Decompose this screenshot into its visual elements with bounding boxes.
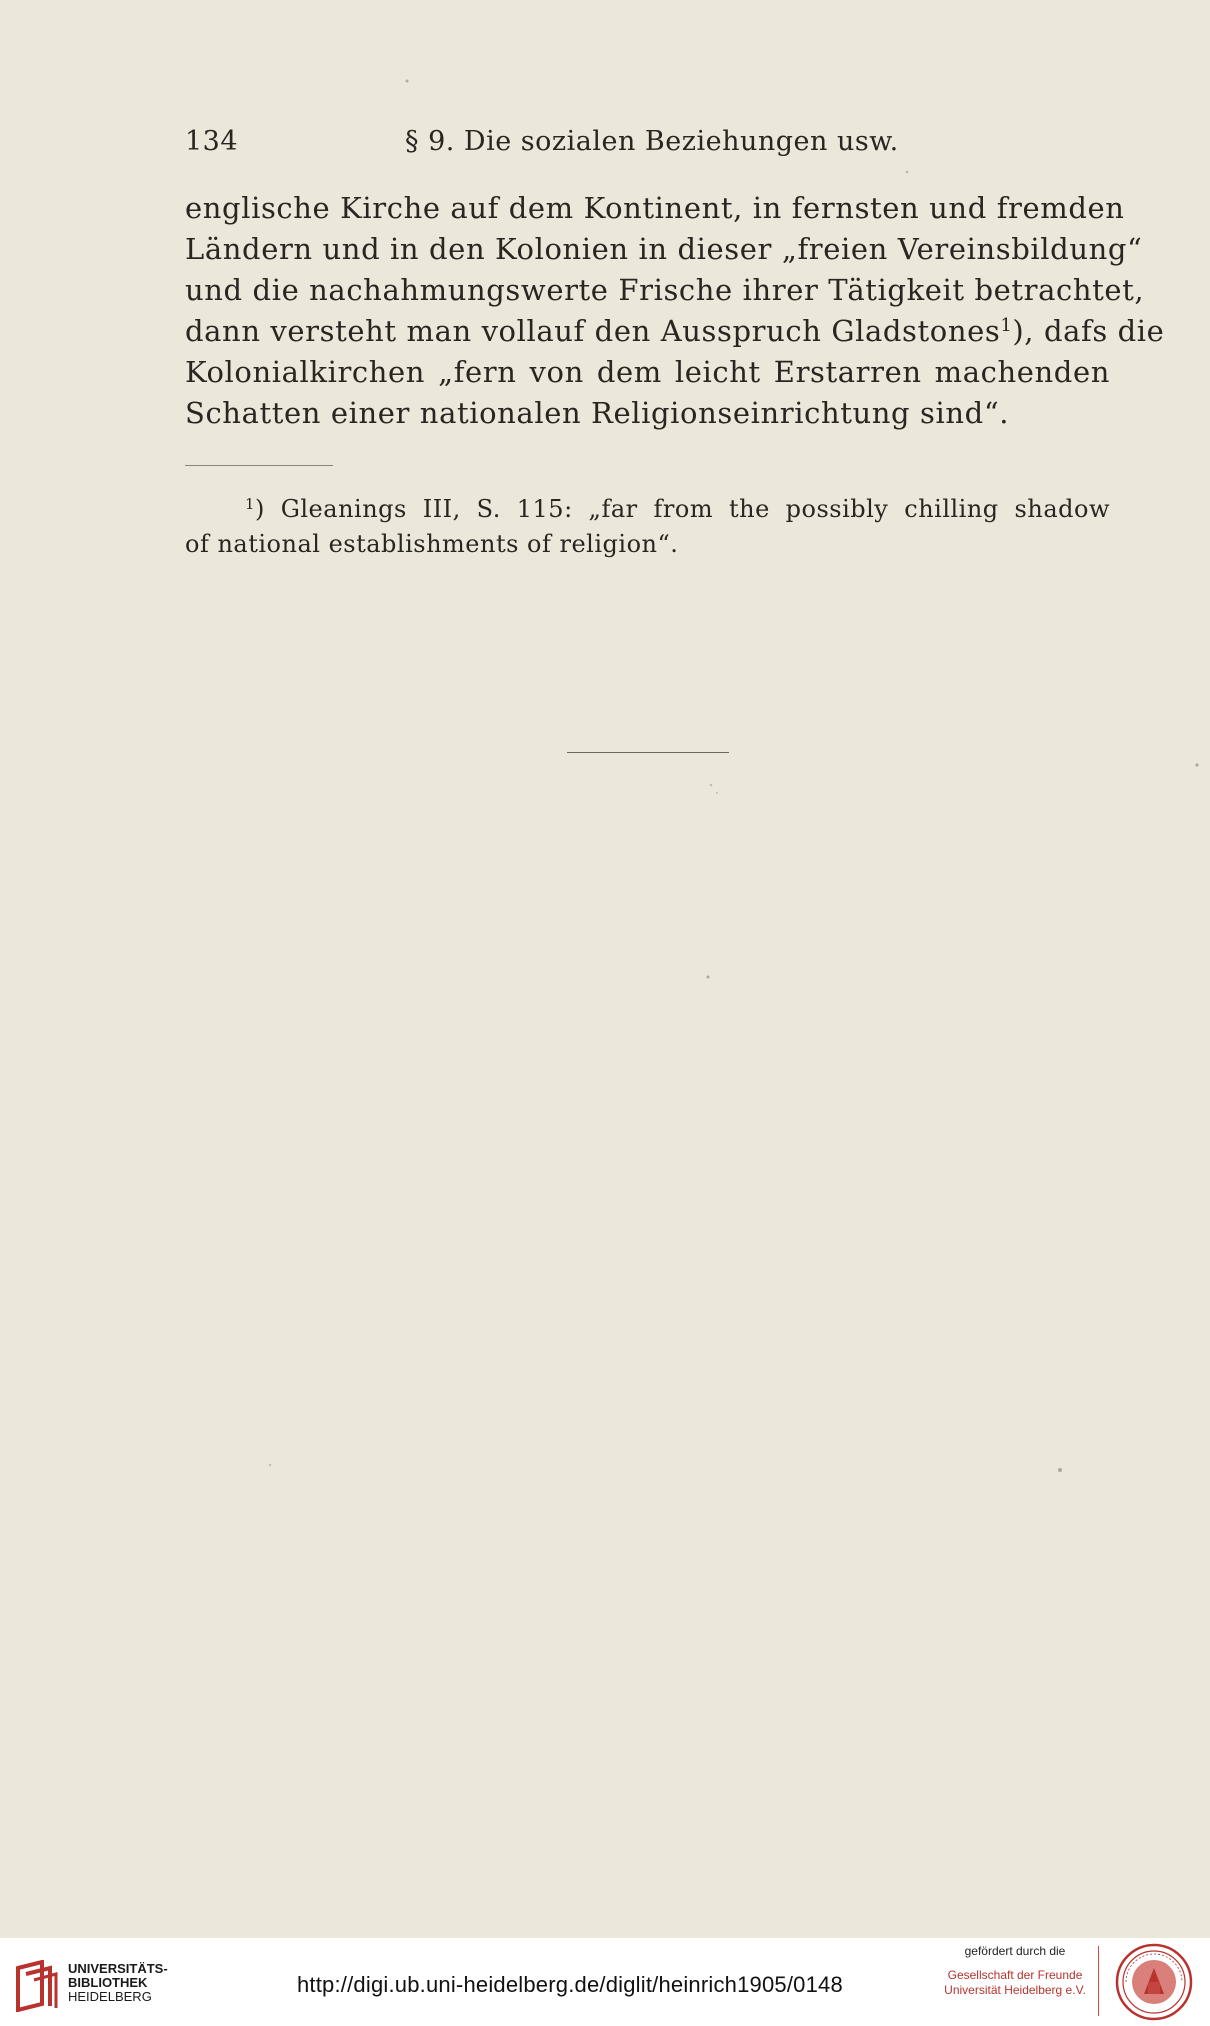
footnote-line-2: of national establishments of religion“.	[185, 530, 679, 558]
library-name-line-3: HEIDELBERG	[68, 1989, 152, 2004]
university-library-logo-icon	[12, 1960, 60, 2012]
page-number: 134	[185, 126, 239, 157]
body-line-4	[185, 311, 1165, 352]
body-line-1: englische Kirche auf dem Kontinent, in fernsten und fremden	[185, 191, 1125, 225]
footnote-reference: 1	[1000, 315, 1013, 337]
end-rule	[567, 752, 729, 753]
running-head-title: § 9. Die sozialen Beziehungen usw.	[405, 126, 899, 157]
footnote-marker: 1	[245, 494, 255, 513]
sponsor-block	[935, 1944, 1095, 1998]
running-head	[185, 126, 905, 166]
library-name-line-2: BIBLIOTHEK	[68, 1975, 148, 1990]
body-line-6: Schatten einer nationalen Religionseinrichtung sind“.	[185, 396, 1010, 430]
footnote-line-1-text: ) Gleanings III, S. 115: „far from the possibly chilling shadow	[254, 495, 1110, 523]
sponsor-divider	[1098, 1946, 1099, 2016]
digitization-footer	[0, 1938, 1210, 2026]
body-line-3: und die nachahmungswerte Frische ihrer Tätigkeit betrachtet,	[185, 273, 1145, 307]
body-line-4-text: dann versteht man vollauf den Ausspruch Gladstones	[185, 314, 1001, 348]
sponsor-label: gefördert durch die	[964, 1944, 1066, 1958]
footnote-separator	[185, 465, 333, 466]
library-name-line-1: UNIVERSITÄTS-	[68, 1961, 168, 1976]
body-line-4-tail: ), dafs die	[1012, 314, 1165, 348]
footnote-line-1	[185, 492, 1110, 527]
body-paragraph	[185, 188, 1165, 434]
permalink-url[interactable]: http://digi.ub.uni-heidelberg.de/diglit/heinrich1905/0148	[297, 1972, 843, 1997]
footnote	[185, 492, 1110, 562]
sponsor-name-line-2: Universität Heidelberg e.V.	[944, 1983, 1086, 1997]
library-name	[68, 1962, 168, 2004]
body-line-5: Kolonialkirchen „fern von dem leicht Erstarren machenden	[185, 355, 1110, 389]
sponsor-name-line-1: Gesellschaft der Freunde	[947, 1968, 1083, 1982]
body-line-2: Ländern und in den Kolonien in dieser „freien Vereinsbildung“	[185, 232, 1143, 266]
university-seal-icon	[1114, 1942, 1194, 2022]
